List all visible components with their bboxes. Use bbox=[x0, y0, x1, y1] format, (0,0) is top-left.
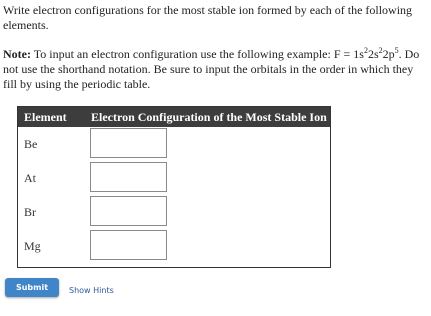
show-hints-link[interactable]: Show Hints bbox=[69, 286, 114, 295]
question-note bbox=[3, 47, 428, 92]
element-label-at: At bbox=[24, 171, 36, 185]
submit-button[interactable]: Submit bbox=[5, 278, 59, 297]
note-text-1: To input an electron configuration use the following example: F = 1s bbox=[30, 47, 364, 61]
config-input-be[interactable] bbox=[90, 128, 167, 158]
note-sup-3: 5 bbox=[394, 46, 399, 55]
note-label: Note: bbox=[3, 47, 31, 61]
table-row-mg bbox=[18, 230, 330, 264]
header-element: Element bbox=[24, 110, 67, 124]
header-configuration: Electron Configuration of the Most Stable Ion bbox=[91, 110, 327, 124]
element-label-be: Be bbox=[24, 137, 38, 151]
note-sup-1: 2 bbox=[363, 46, 368, 55]
note-text-2: 2s bbox=[367, 47, 379, 61]
table-row-be bbox=[18, 128, 330, 162]
note-text-3: 2p bbox=[382, 47, 395, 61]
element-label-br: Br bbox=[24, 205, 36, 219]
element-label-mg: Mg bbox=[24, 239, 41, 253]
config-input-at[interactable] bbox=[90, 162, 167, 192]
question-prompt: Write electron configurations for the most stable ion formed by each of the following elements. bbox=[3, 3, 413, 32]
table-row-br bbox=[18, 196, 330, 230]
table-header bbox=[18, 107, 330, 127]
note-text-4: . Do not use the shorthand notation. Be sure to input the orbitals in the order in which they fill by using the periodic table. bbox=[3, 47, 420, 91]
note-sup-2: 2 bbox=[378, 46, 383, 55]
config-input-mg[interactable] bbox=[90, 230, 167, 260]
config-input-br[interactable] bbox=[90, 196, 167, 226]
table-row-at bbox=[18, 162, 330, 196]
configuration-table bbox=[17, 106, 331, 268]
